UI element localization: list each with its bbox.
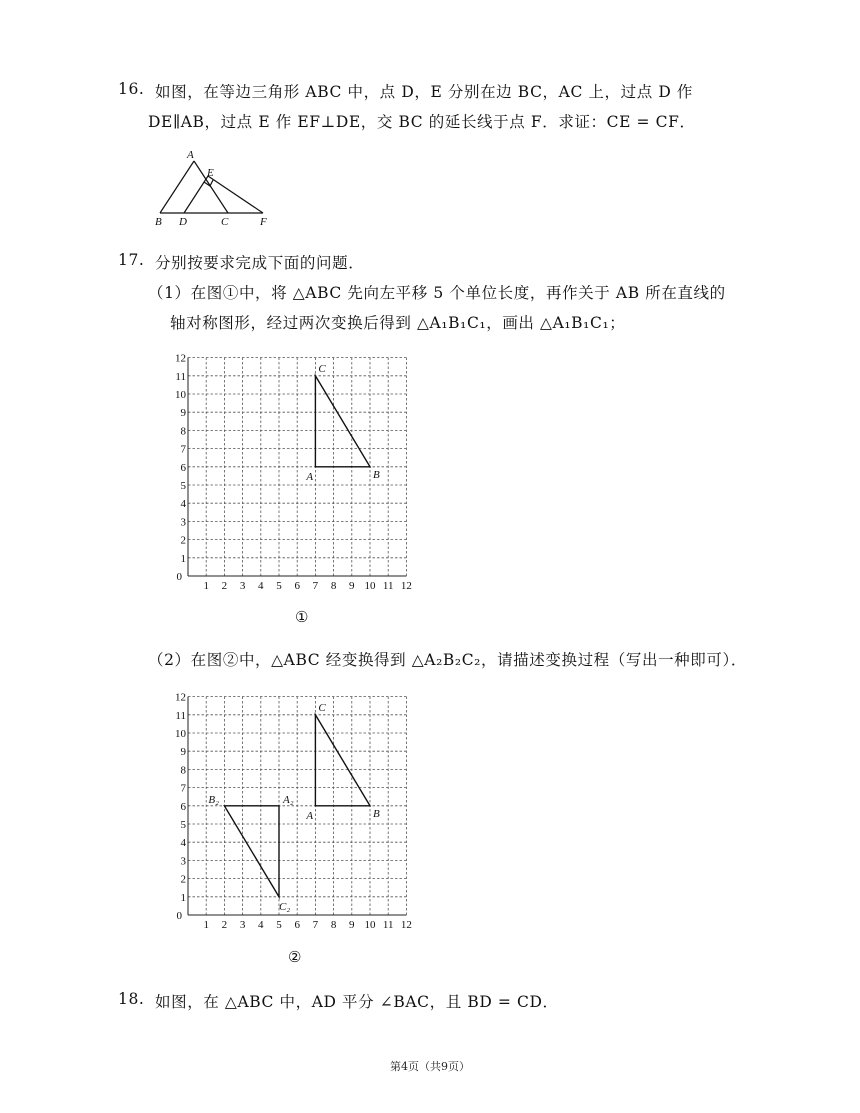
y-tick-label: 2 (180, 534, 186, 547)
x-tick-label: 6 (294, 919, 300, 931)
q16-line2: DE∥AB，过点 E 作 EF⊥DE，交 BC 的延长线于点 F．求证：CE = CF． (148, 113, 696, 131)
y-tick-label: 1 (180, 552, 186, 565)
label-A: A (187, 149, 194, 161)
grid-figure-2 (170, 684, 420, 934)
label-B: B (155, 216, 162, 228)
q17-intro: 分别按要求完成下面的问题． (155, 254, 365, 272)
x-tick-label: 3 (239, 919, 246, 931)
y-tick-label: 3 (180, 516, 186, 529)
q16-line1: 如图，在等边三角形 ABC 中，点 D，E 分别在边 BC，AC 上，过点 D 作 (155, 83, 694, 101)
q18-number: 18. (118, 990, 145, 1008)
x-tick-label: 7 (312, 580, 319, 592)
vertex-label: C (318, 362, 326, 375)
y-tick-label: 9 (180, 746, 186, 759)
x-tick-label: 4 (258, 919, 264, 931)
y-tick-label: 5 (180, 819, 186, 831)
x-tick-label: 2 (221, 919, 228, 931)
y-tick-label: 8 (180, 425, 186, 438)
y-tick-label: 11 (175, 709, 186, 722)
y-tick-label: 2 (180, 873, 186, 886)
vertex-label: A (306, 809, 314, 822)
q17-part1-line2: 轴对称图形，经过两次变换后得到 △A₁B₁C₁，画出 △A₁B₁C₁； (170, 314, 626, 332)
y-tick-label: 1 (180, 891, 186, 904)
triangle-ABC (315, 715, 370, 806)
x-tick-label: 11 (382, 580, 394, 592)
x-tick-label: 7 (312, 919, 319, 931)
x-tick-label: 12 (400, 580, 412, 592)
page-footer: 第4页（共9页） (390, 1060, 470, 1073)
x-tick-label: 8 (330, 919, 337, 931)
vertex-label: C (318, 701, 326, 714)
label-E: E (207, 167, 214, 179)
y-tick-label: 12 (175, 352, 186, 365)
x-tick-label: 1 (203, 580, 209, 592)
y-tick-label: 12 (175, 691, 186, 704)
y-tick-label: 6 (180, 461, 186, 474)
x-tick-label: 11 (382, 919, 394, 931)
x-tick-label: 10 (364, 580, 376, 592)
y-tick-label: 7 (180, 443, 186, 456)
x-tick-label: 1 (203, 919, 209, 931)
y-tick-label: 11 (175, 370, 186, 383)
triangle-ABC (315, 376, 370, 467)
x-tick-label: 12 (400, 919, 412, 931)
q17-part1-line1: （1）在图①中，将 △ABC 先向左平移 5 个单位长度，再作关于 AB 所在直线的 (148, 284, 726, 302)
x-tick-label: 2 (221, 580, 228, 592)
y-tick-label: 5 (180, 480, 186, 492)
q17-number: 17. (118, 251, 145, 269)
origin-label: 0 (176, 571, 182, 583)
y-tick-label: 6 (180, 800, 186, 813)
y-tick-label: 7 (180, 782, 186, 795)
y-tick-label: 10 (175, 389, 186, 401)
grid-figure-1 (170, 345, 420, 595)
x-tick-label: 9 (349, 919, 355, 931)
y-tick-label: 3 (180, 855, 186, 868)
vertex-label: B (373, 807, 380, 820)
vertex-label: B₂ (208, 793, 219, 806)
x-tick-label: 8 (330, 580, 337, 592)
y-tick-label: 4 (180, 498, 186, 511)
y-tick-label: 8 (180, 764, 186, 777)
y-tick-label: 9 (180, 407, 186, 420)
x-tick-label: 9 (349, 580, 355, 592)
q17-part2: （2）在图②中，△ABC 经变换得到 △A₂B₂C₂，请描述变换过程（写出一种即可）． (148, 651, 747, 669)
figure1-caption: ① (295, 608, 310, 626)
figure2-caption: ② (288, 948, 303, 966)
label-C: C (221, 216, 229, 228)
origin-label: 0 (176, 910, 182, 922)
vertex-label: B (373, 468, 380, 481)
x-tick-label: 5 (276, 919, 282, 931)
triangle-A2B2C2 (224, 806, 279, 897)
q18-text: 如图，在 △ABC 中，AD 平分 ∠BAC，且 BD = CD． (155, 993, 559, 1011)
x-tick-label: 4 (258, 580, 264, 592)
label-D: D (179, 216, 187, 228)
label-F: F (260, 216, 267, 228)
x-tick-label: 5 (276, 580, 282, 592)
vertex-label: A₂ (283, 793, 294, 806)
q16-figure (150, 146, 280, 230)
x-tick-label: 6 (294, 580, 300, 592)
x-tick-label: 3 (239, 580, 246, 592)
vertex-label: A (306, 470, 314, 483)
q16-number: 16. (118, 80, 145, 98)
x-tick-label: 10 (364, 919, 376, 931)
vertex-label: C₂ (279, 900, 291, 913)
y-tick-label: 10 (175, 728, 186, 740)
y-tick-label: 4 (180, 837, 186, 850)
